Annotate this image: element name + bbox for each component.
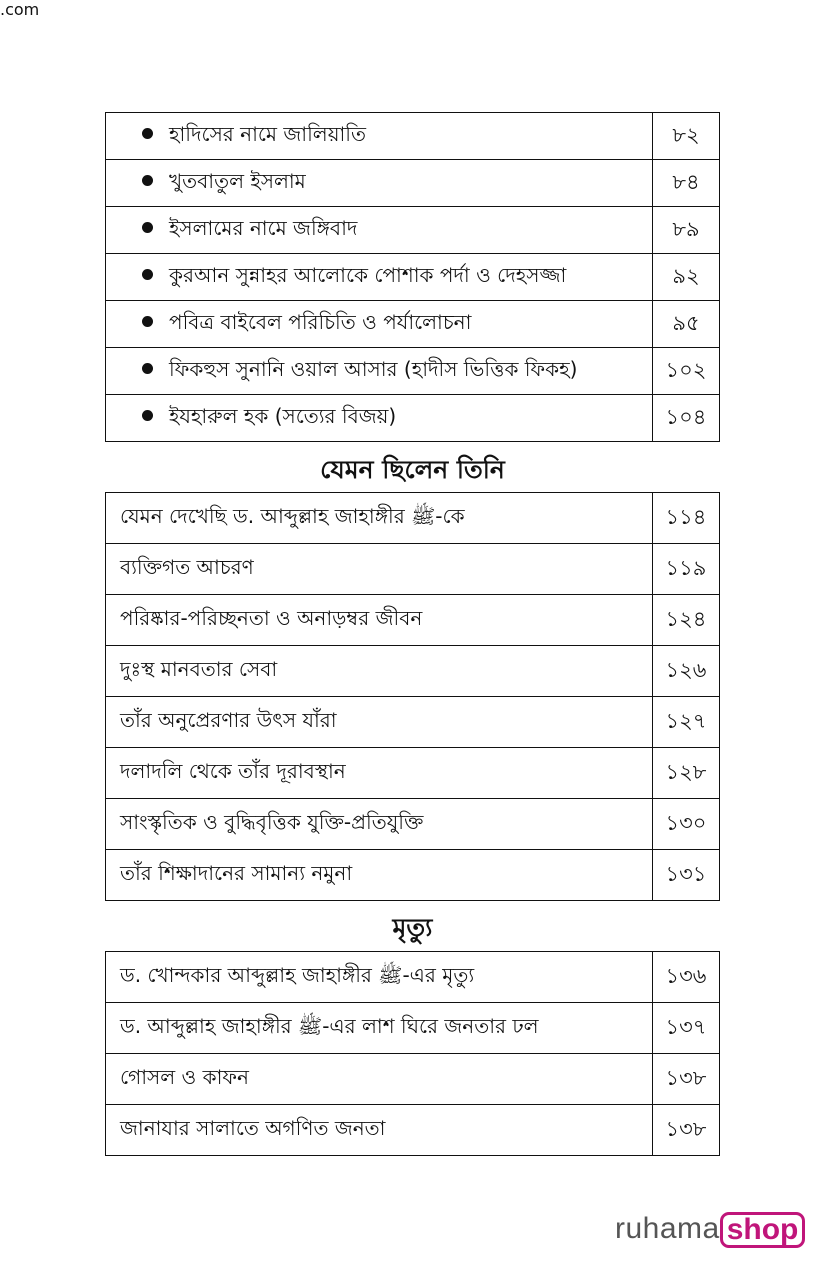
section-heading: মৃত্যু	[392, 913, 433, 942]
table-row	[106, 799, 720, 850]
entry-page: ১৩০	[653, 799, 720, 850]
table-row	[106, 207, 720, 254]
bullet-icon	[142, 410, 153, 421]
entry-page: ১৩৬	[653, 952, 720, 1003]
entry-page: ১০২	[653, 348, 720, 395]
entry-title: ফিকহুস সুনানি ওয়াল আসার (হাদীস ভিত্তিক ফিকহ)	[169, 356, 578, 381]
entry-title: পবিত্র বাইবেল পরিচিতি ও পর্যালোচনা	[169, 309, 472, 334]
bullet-icon	[142, 175, 153, 186]
table-row	[106, 160, 720, 207]
logo-suffix: .com	[0, 0, 40, 19]
entry-page: ১৩৮	[653, 1054, 720, 1105]
bullet-icon	[142, 316, 153, 327]
toc-table-character	[105, 492, 720, 901]
table-row	[106, 395, 720, 442]
table-row	[106, 493, 720, 544]
table-row	[106, 544, 720, 595]
entry-page: ১২৭	[653, 697, 720, 748]
table-row	[106, 748, 720, 799]
entry-page: ১২৮	[653, 748, 720, 799]
table-row	[106, 301, 720, 348]
entry-title: খুতবাতুল ইসলাম	[169, 168, 306, 193]
entry-title: ড. আব্দুল্লাহ জাহাঙ্গীর ﷺ-এর লাশ ঘিরে জনতার ঢল	[106, 1003, 653, 1054]
entry-title: যেমন দেখেছি ড. আব্দুল্লাহ জাহাঙ্গীর ﷺ-কে	[106, 493, 653, 544]
entry-page: ১৩১	[653, 850, 720, 901]
entry-page: ১০৪	[653, 395, 720, 442]
bullet-icon	[142, 363, 153, 374]
table-row	[106, 1105, 720, 1156]
table-row	[106, 850, 720, 901]
entry-page: ১২৬	[653, 646, 720, 697]
table-row	[106, 952, 720, 1003]
entry-page: ৯২	[653, 254, 720, 301]
entry-title: ব্যক্তিগত আচরণ	[106, 544, 653, 595]
entry-title: হাদিসের নামে জালিয়াতি	[169, 121, 367, 146]
entry-title: গোসল ও কাফন	[106, 1054, 653, 1105]
entry-page: ১১৯	[653, 544, 720, 595]
entry-title: পরিষ্কার-পরিচ্ছনতা ও অনাড়ম্বর জীবন	[106, 595, 653, 646]
ruhamashop-logo	[615, 1212, 805, 1252]
entry-title: ইসলামের নামে জঙ্গিবাদ	[169, 215, 358, 240]
entry-page: ১১৪	[653, 493, 720, 544]
toc-table-death	[105, 951, 720, 1156]
entry-title: জানাযার সালাতে অগণিত জনতা	[106, 1105, 653, 1156]
entry-page: ৯৫	[653, 301, 720, 348]
entry-title: সাংস্কৃতিক ও বুদ্ধিবৃত্তিক যুক্তি-প্রতিযুক্তি	[106, 799, 653, 850]
entry-title: তাঁর অনুপ্রেরণার উৎস যাঁরা	[106, 697, 653, 748]
table-row	[106, 348, 720, 395]
entry-title: ইযহারুল হক (সত্যের বিজয়)	[169, 403, 397, 428]
entry-page: ৮৪	[653, 160, 720, 207]
entry-page: ১৩৮	[653, 1105, 720, 1156]
entry-title: ড. খোন্দকার আব্দুল্লাহ জাহাঙ্গীর ﷺ-এর মৃত্যু	[106, 952, 653, 1003]
table-row	[106, 697, 720, 748]
entry-page: ১৩৭	[653, 1003, 720, 1054]
section-heading: যেমন ছিলেন তিনি	[320, 455, 505, 484]
table-row	[106, 1054, 720, 1105]
entry-page: ১২৪	[653, 595, 720, 646]
entry-page: ৮৯	[653, 207, 720, 254]
bullet-icon	[142, 128, 153, 139]
table-row	[106, 254, 720, 301]
bullet-icon	[142, 269, 153, 280]
entry-title: কুরআন সুন্নাহর আলোকে পোশাক পর্দা ও দেহসজ্জা	[169, 262, 567, 287]
table-row	[106, 1003, 720, 1054]
entry-title: দলাদলি থেকে তাঁর দূরাবস্থান	[106, 748, 653, 799]
table-row	[106, 646, 720, 697]
entry-page: ৮২	[653, 113, 720, 160]
toc-table-books	[105, 112, 720, 442]
entry-title: তাঁর শিক্ষাদানের সামান্য নমুনা	[106, 850, 653, 901]
table-row	[106, 113, 720, 160]
logo-word: ruhama	[615, 1212, 720, 1245]
table-row	[106, 595, 720, 646]
entry-title: দুঃস্থ মানবতার সেবা	[106, 646, 653, 697]
logo-shop-box: shop	[720, 1212, 806, 1248]
bullet-icon	[142, 222, 153, 233]
